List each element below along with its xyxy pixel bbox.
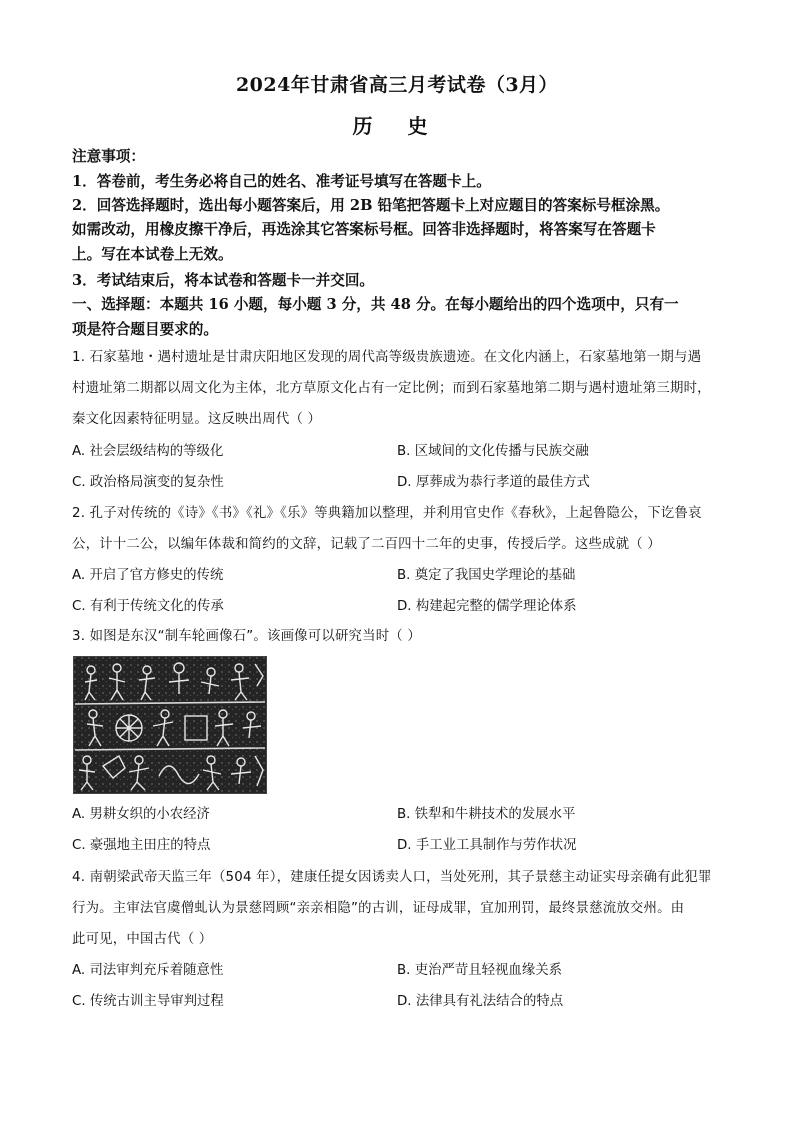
question-1-line-2: 村遗址第二期都以周文化为主体，北方草原文化占有一定比例；而到石家墓地第二期与遇村遗址第三期时， bbox=[72, 381, 711, 396]
question-4-line-1: 4. 南朝梁武帝天监三年（504 年），建康任提女因诱卖人口，当处死刑，其子景慈主动证实母亲确有此犯罪 bbox=[72, 870, 712, 885]
exam-title: 2024年甘肃省高三月考试卷（3月） bbox=[235, 74, 559, 96]
question-2-option-b: B. 奠定了我国史学理论的基础 bbox=[397, 568, 576, 583]
question-4-line-2: 行为。主审法官虞僧虬认为景慈罔顾“亲亲相隐”的古训，证母成罪，宜加刑罚，最终景慈流放交州。由 bbox=[72, 901, 685, 916]
question-4-option-b: B. 吏治严苛且轻视血缘关系 bbox=[397, 963, 562, 978]
stone-relief-image bbox=[73, 656, 267, 794]
question-1-option-d: D. 厚葬成为恭行孝道的最佳方式 bbox=[397, 475, 590, 490]
question-3-option-b: B. 铁犁和牛耕技术的发展水平 bbox=[397, 807, 576, 822]
question-4-option-a: A. 司法审判充斥着随意性 bbox=[72, 963, 224, 978]
question-2-line-1: 2. 孔子对传统的《诗》《书》《礼》《乐》等典籍加以整理，并利用官史作《春秋》，上起鲁隐公，下讫鲁哀 bbox=[72, 506, 702, 521]
subject-title: 历 史 bbox=[352, 114, 442, 138]
notice-item-2-line-1: 2．回答选择题时，选出每小题答案后，用 2B 铅笔把答题卡上对应题目的答案标号框涂黑。 bbox=[72, 197, 670, 214]
question-4-option-d: D. 法律具有礼法结合的特点 bbox=[397, 994, 564, 1009]
notice-item-2-line-2: 如需改动，用橡皮擦干净后，再选涂其它答案标号框。回答非选择题时，将答案写在答题卡 bbox=[72, 221, 656, 238]
question-1-option-b: B. 区域间的文化传播与民族交融 bbox=[397, 444, 589, 459]
notice-item-2-line-3: 上。写在本试卷上无效。 bbox=[72, 246, 233, 263]
section-instruction-line-1: 一、选择题：本题共 16 小题，每小题 3 分，共 48 分。在每小题给出的四个选项中，只有一 bbox=[72, 296, 679, 313]
question-1-line-1: 1. 石家墓地・遇村遗址是甘肃庆阳地区发现的周代高等级贵族遗迹。在文化内涵上，石家墓地第一期与遇 bbox=[72, 350, 702, 365]
notice-item-1: 1．答卷前，考生务必将自己的姓名、准考证号填写在答题卡上。 bbox=[72, 173, 491, 190]
question-1-option-c: C. 政治格局演变的复杂性 bbox=[72, 475, 224, 490]
section-instruction-line-2: 项是符合题目要求的。 bbox=[72, 321, 218, 338]
question-3-option-c: C. 豪强地主田庄的特点 bbox=[72, 838, 211, 853]
question-1-line-3: 秦文化因素特征明显。这反映出周代（ ） bbox=[72, 412, 322, 427]
question-1-option-a: A. 社会层级结构的等级化 bbox=[72, 444, 224, 459]
notice-item-3: 3．考试结束后，将本试卷和答题卡一并交回。 bbox=[72, 272, 375, 289]
question-3-option-a: A. 男耕女织的小农经济 bbox=[72, 807, 210, 822]
question-2-option-c: C. 有利于传统文化的传承 bbox=[72, 599, 224, 614]
question-4-line-3: 此可见，中国古代（ ） bbox=[72, 932, 213, 947]
question-3-line-1: 3. 如图是东汉“制车轮画像石”。该画像可以研究当时（ ） bbox=[72, 629, 421, 644]
question-2-line-2: 公，计十二公，以编年体裁和简约的文辞，记载了二百四十二年的史事，传授后学。这些成就（ ） bbox=[72, 537, 661, 552]
question-4-option-c: C. 传统古训主导审判过程 bbox=[72, 994, 224, 1009]
question-2-option-d: D. 构建起完整的儒学理论体系 bbox=[397, 599, 577, 614]
question-2-option-a: A. 开启了官方修史的传统 bbox=[72, 568, 224, 583]
question-3-option-d: D. 手工业工具制作与劳作状况 bbox=[397, 838, 577, 853]
notice-heading: 注意事项： bbox=[72, 148, 145, 165]
